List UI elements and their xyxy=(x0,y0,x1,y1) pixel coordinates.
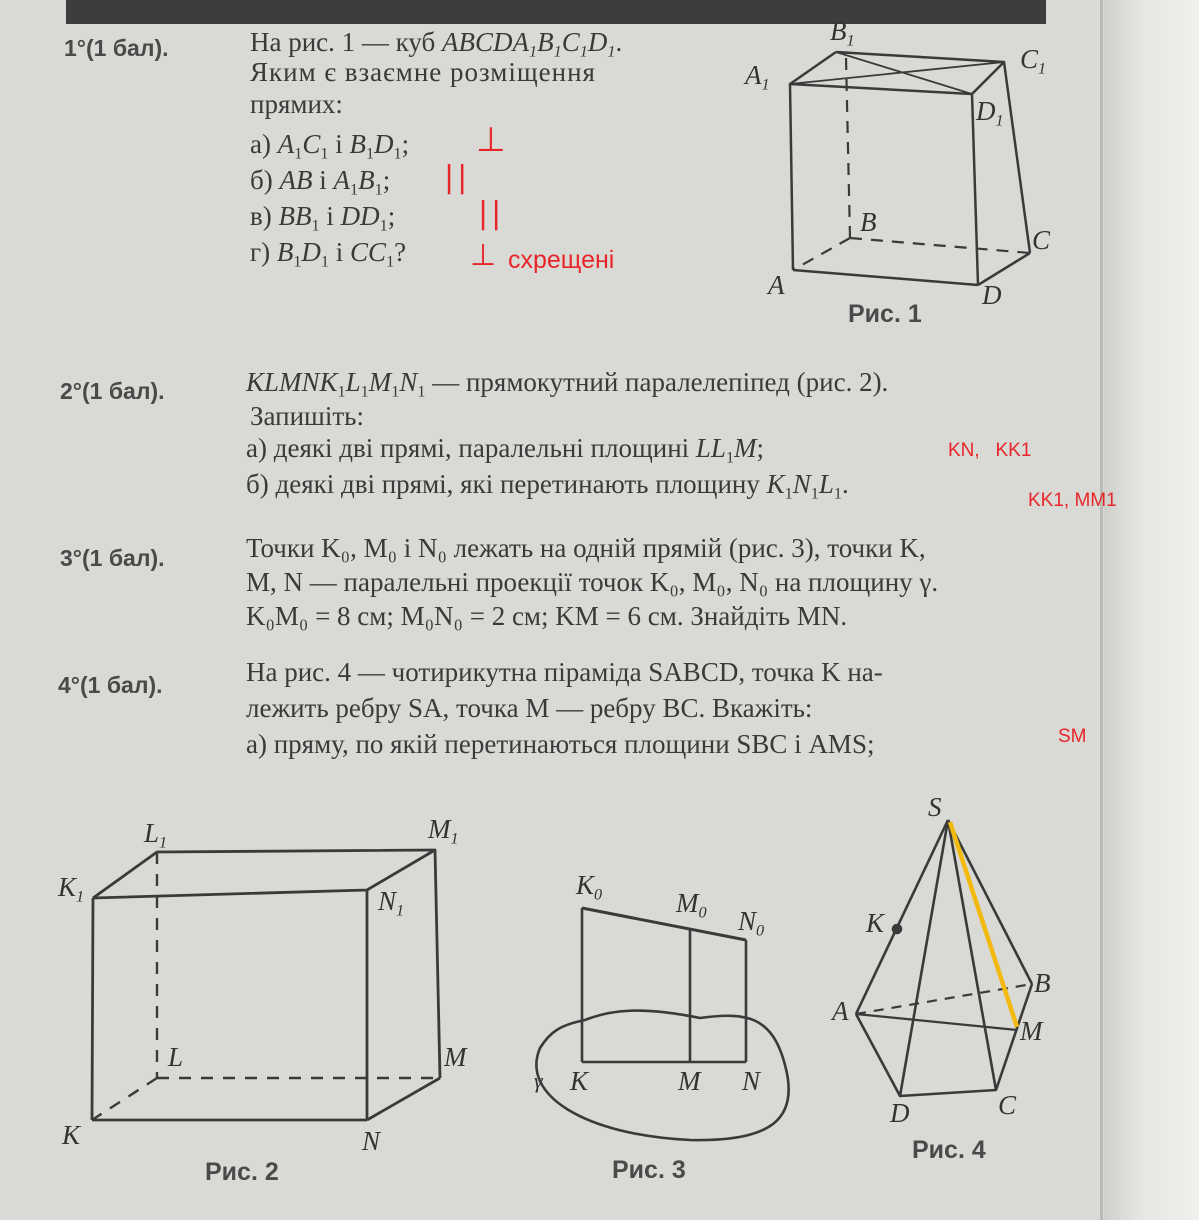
label-K-proj: K xyxy=(570,1066,589,1096)
problem-3-line3: K₀M₀ = 8 см; M₀N₀ = 2 см; KM = 6 см. Знайдіть MN. xyxy=(246,601,848,631)
label-C1: $C_1$ xyxy=(1020,44,1047,78)
p1-cube-name: $ABCDA_1B_1C_1D_1$ xyxy=(442,27,616,61)
problem-1-line1: На рис. 1 — куб $ABCDA_1B_1C_1D_1$. xyxy=(250,27,623,61)
label-N0: $N_0$ xyxy=(738,906,765,940)
p1-item-a: а) $A_1C_1$ і $B_1D_1$; xyxy=(250,129,410,163)
label-B: B xyxy=(860,207,877,237)
problem-3-number: 3°(1 бал). xyxy=(60,545,165,571)
problem-2-number: 2°(1 бал). xyxy=(60,378,165,404)
caption-fig-1: Рис. 1 xyxy=(848,300,922,328)
p1-item-b: б) AB і $A_1B_1$; xyxy=(250,165,391,199)
label-K-pyr: K xyxy=(866,908,885,938)
label-M-pyr: M xyxy=(1020,1016,1043,1046)
label-D: D xyxy=(982,280,1002,310)
label-K0: $K_0$ xyxy=(576,870,603,904)
label-L: L xyxy=(168,1042,184,1072)
problem-4-line2: лежить ребру SA, точка M — ребру BC. Вкажіть: xyxy=(246,693,813,723)
answer-2b: KK1, MM1 xyxy=(1028,490,1117,511)
problem-2-line1: $KLMNK_1L_1M_1N_1$ — прямокутний паралелепіпед (рис. 2). xyxy=(246,367,889,401)
label-M0: $M_0$ xyxy=(676,888,707,922)
line-AM xyxy=(856,1014,1017,1030)
p1-line1-text: На рис. 1 — куб xyxy=(250,27,443,57)
label-C-pyr: C xyxy=(998,1090,1017,1120)
caption-fig-3: Рис. 3 xyxy=(612,1156,686,1184)
problem-3-line2: M, N — паралельні проекції точок K₀, M₀, N₀ на площину γ. xyxy=(246,567,939,597)
label-K1: $K_1$ xyxy=(58,872,85,906)
problem-4-number: 4°(1 бал). xyxy=(58,672,163,698)
problem-3-line1: Точки K₀, M₀ і N₀ лежать на одній прямій (рис. 3), точки K, xyxy=(246,533,926,563)
p1-item-d: г) $B_1D_1$ і $CC_1$? xyxy=(250,237,407,271)
edge-SC xyxy=(948,820,996,1090)
answer-1c-parallel: || xyxy=(478,196,505,231)
label-C: C xyxy=(1032,225,1051,255)
p2-solid-name-start: KLMNK xyxy=(246,367,338,397)
p1-item-c: в) $BB_1$ і $DD_1$; xyxy=(250,201,396,235)
problem-2-line4: б) деякі дві прямі, які перетинають площину $K_1N_1L_1$. xyxy=(246,469,849,503)
answer-1a-perpendicular: ⊥ xyxy=(476,120,506,160)
point-K xyxy=(893,925,901,933)
label-M: M xyxy=(444,1042,467,1072)
caption-fig-4: Рис. 4 xyxy=(912,1136,986,1164)
label-N: N xyxy=(362,1126,381,1156)
label-N-proj: N xyxy=(742,1066,761,1096)
base-visible xyxy=(856,984,1032,1096)
edge-SB xyxy=(948,820,1032,984)
label-L1: $L_1$ xyxy=(144,818,168,852)
answer-1d-note: схрещені xyxy=(508,246,615,274)
label-A-pyr: A xyxy=(832,996,849,1026)
answer-4a: SM xyxy=(1058,726,1087,747)
p2-line4-text: б) деякі дві прямі, які перетинають площину xyxy=(246,469,767,499)
edge-SD xyxy=(900,820,948,1096)
answer-1b-parallel: || xyxy=(444,160,471,195)
p2-line3-text: а) деякі дві прямі, паралельні площині xyxy=(246,433,696,463)
problem-4-line1: На рис. 4 — чотирикутна піраміда SABCD, точка K на- xyxy=(246,657,883,687)
label-M-proj: M xyxy=(678,1066,701,1096)
label-gamma: γ xyxy=(534,1068,543,1093)
highlight-SM xyxy=(950,822,1017,1027)
label-N1: $N_1$ xyxy=(378,886,405,920)
problem-2-line2: Запишіть: xyxy=(250,401,364,431)
problem-2-line3: а) деякі дві прямі, паралельні площині $LL_1M$; xyxy=(246,433,765,467)
problem-1-number: 1°(1 бал). xyxy=(64,35,169,61)
problem-4-line3: а) пряму, по якій перетинаються площини SBC і AMS; xyxy=(246,729,875,759)
label-K: K xyxy=(62,1120,81,1150)
label-D-pyr: D xyxy=(890,1098,910,1128)
caption-fig-2: Рис. 2 xyxy=(205,1158,279,1186)
answer-1d-perpendicular: ⊥ xyxy=(470,238,497,273)
label-B1: $B_1$ xyxy=(830,16,855,50)
label-S: S xyxy=(928,792,942,822)
label-A: A xyxy=(768,270,785,300)
label-A1: $A_1$ xyxy=(745,60,770,94)
label-M1: $M_1$ xyxy=(428,814,459,848)
answer-2a: KN, KK1 xyxy=(948,440,1032,461)
p2-line1-rest: — прямокутний паралелепіпед (рис. 2). xyxy=(425,367,889,397)
label-D1: $D_1$ xyxy=(976,96,1004,130)
label-B-pyr: B xyxy=(1034,968,1051,998)
problem-1-line3: прямих: xyxy=(250,89,343,119)
problem-1-line2: Яким є взаємне розміщення xyxy=(250,57,596,87)
